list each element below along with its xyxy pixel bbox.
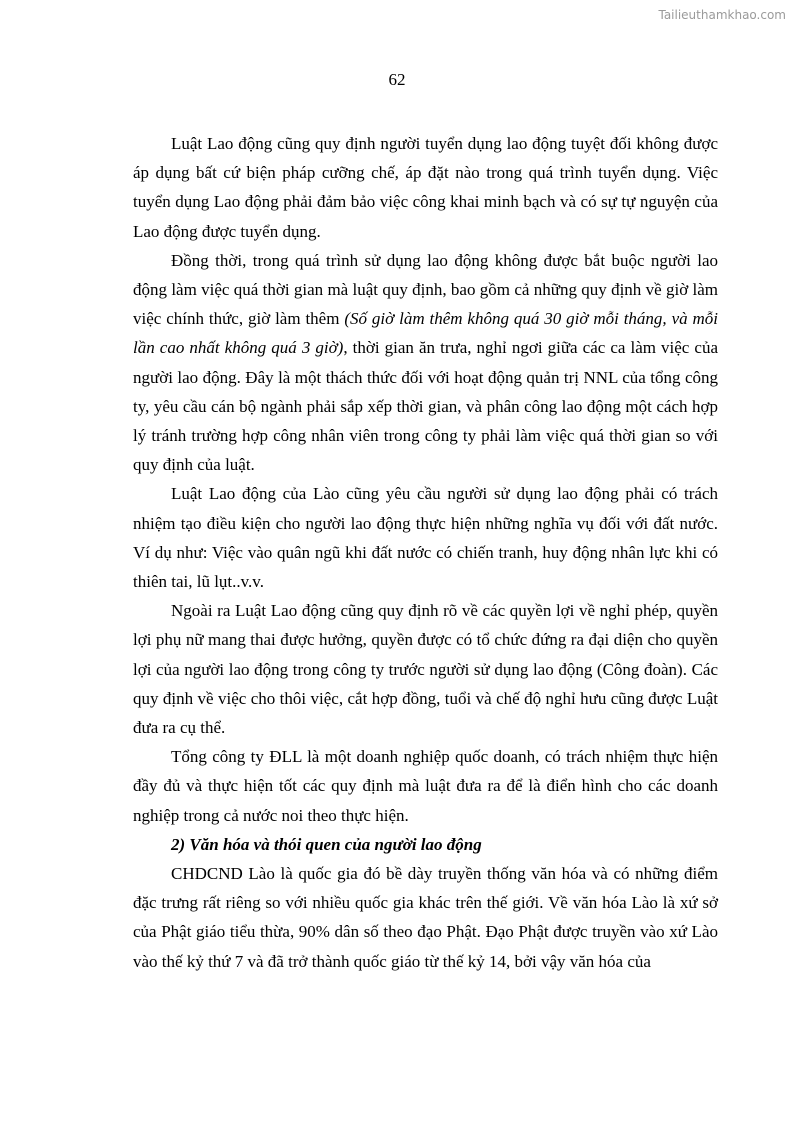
paragraph-company-compliance: Tổng công ty ĐLL là một doanh nghiệp quốc doanh, có trách nhiệm thực hiện đầy đủ và thực hiện tốt các quy định mà luật đưa ra để là điển hình cho các doanh nghiệp trong cả nước noi theo thực hiện. — [133, 747, 718, 825]
paragraph-national-duties: Luật Lao động của Lào cũng yêu cầu người sử dụng lao động phải có trách nhiệm tạo điều kiện cho người lao động thực hiện những nghĩa vụ đối với đất nước. Ví dụ như: Việc vào quân ngũ khi đất nước có chiến tranh, huy động nhân lực khi có thiên tai, lũ lụt..v.v. — [133, 484, 718, 592]
overtime-note: (Số giờ làm thêm không quá 30 giờ mỗi tháng, và mỗi lần cao nhất không quá 3 giờ) — [133, 309, 718, 358]
paragraph-working-hours — [133, 246, 718, 480]
paragraph-recruitment: Luật Lao động cũng quy định người tuyển dụng lao động tuyệt đối không được áp dụng bất cứ biện pháp cưỡng chế, áp đặt nào trong quá trình tuyển dụng. Việc tuyển dụng Lao động phải đảm bảo việc công khai minh bạch và có sự tự nguyện của Lao động được tuyển dụng. — [133, 134, 718, 241]
paragraph-working-hours-part2: , thời gian ăn trưa, nghỉ ngơi giữa các ca làm việc của người lao động. Đây là một thách thức đối với hoạt động quản trị NNL của tổng công ty, yêu cầu cán bộ ngành phải sắp xếp thời gian, và phân công lao động một cách hợp lý tránh trường hợp công nhân viên trong công ty phải làm việc quá thời gian so với quy định của luật. — [133, 338, 719, 475]
paragraph-culture: CHDCND Lào là quốc gia đó bề dày truyền thống văn hóa và có những điểm đặc trưng rất riêng so với nhiều quốc gia khác trên thế giới. Về văn hóa Lào là xứ sở của Phật giáo tiểu thừa, 90% dân số theo đạo Phật. Đạo Phật được truyền vào xứ Lào vào thế kỷ thứ 7 và đã trở thành quốc giáo từ thế kỷ 14, bởi vậy văn hóa của — [133, 864, 718, 971]
paragraph-benefits: Ngoài ra Luật Lao động cũng quy định rõ về các quyền lợi về nghỉ phép, quyền lợi phụ nữ mang thai được hưởng, quyền được có tổ chức đứng ra đại diện cho quyền lợi của người lao động trong công ty trước người sử dụng lao động (Công đoàn). Các quy định về việc cho thôi việc, cắt hợp đồng, tuổi và chế độ nghỉ hưu cũng được Luật đưa ra cụ thể. — [133, 601, 718, 738]
section-heading: 2) Văn hóa và thói quen của người lao động — [171, 834, 482, 854]
page-number: 62 — [388, 70, 406, 89]
watermark: Tailieuthamkhao.com — [658, 8, 786, 22]
document-body — [133, 129, 718, 976]
paragraph-working-hours-part1: Đồng thời, trong quá trình sử dụng lao động không được bắt buộc người lao động làm việc quá thời gian mà luật quy định, bao gồm cả những quy định về giờ làm việc chính thức, giờ làm thêm — [133, 250, 718, 329]
